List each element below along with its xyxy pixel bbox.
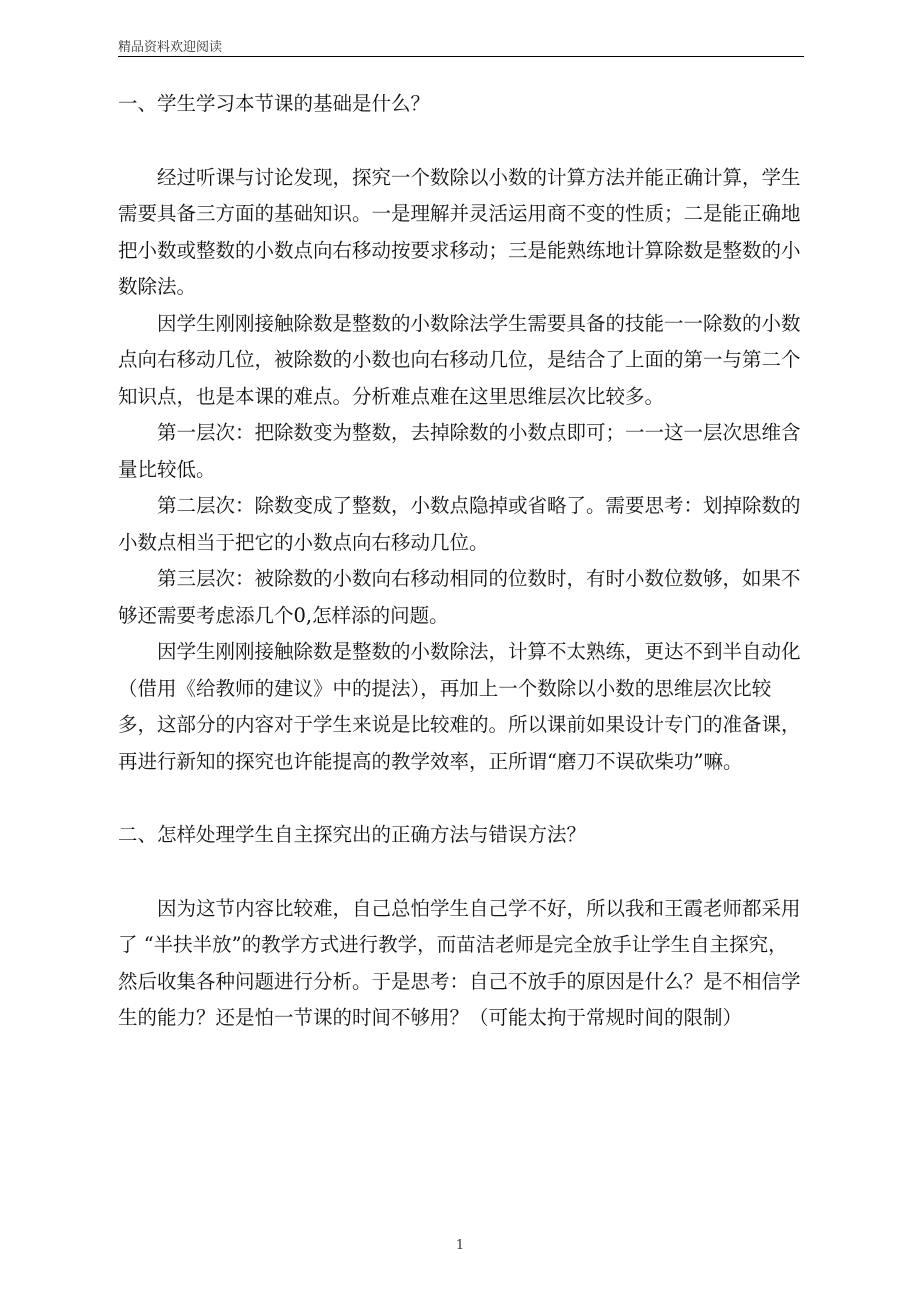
- paragraph: 经过听课与讨论发现，探究一个数除以小数的计算方法并能正确计算，学生需要具备三方面的基础知识。一是理解并灵活运用商不变的性质；二是能正确地把小数或整数的小数点向右移动按要求移动；三是能熟练地计算除数是整数的小数除法。: [118, 165, 801, 298]
- spacer: [118, 123, 804, 160]
- spacer: [118, 854, 804, 891]
- page-header: 精品资料欢迎阅读: [118, 40, 223, 55]
- document-body: [118, 86, 804, 1037]
- section-heading-1: 一、学生学习本节课的基础是什么？: [118, 92, 431, 115]
- paragraph: 第一层次：把除数变为整数，去掉除数的小数点即可；一一这一层次思维含量比较低。: [118, 421, 801, 481]
- paragraph: 第三层次：被除数的小数向右移动相同的位数时，有时小数位数够，如果不够还需要考虑添几个0,怎样添的问题。: [118, 567, 801, 627]
- paragraph: 第二层次：除数变成了整数，小数点隐掉或省略了。需要思考：划掉除数的小数点相当于把它的小数点向右移动几位。: [118, 494, 801, 554]
- paragraph: 因为这节内容比较难，自己总怕学生自己学不好，所以我和王霞老师都采用了 “半扶半放”的教学方式进行教学，而苗洁老师是完全放手让学生自主探究，然后收集各种问题进行分析。于是思考：自己不放手的原因是什么？是不相信学生的能力？还是怕一节课的时间不够用？（可能太拘于常规时间的限制）: [118, 896, 801, 1029]
- header-divider: [118, 56, 804, 57]
- paragraph: 因学生刚刚接触除数是整数的小数除法，计算不太熟练，更达不到半自动化（借用《给教师的建议》中的提法），再加上一个数除以小数的思维层次比较多，这部分的内容对于学生来说是比较难的。所以课前如果设计专门的准备课，再进行新知的探究也许能提高的教学效率，正所谓“磨刀不误砍柴功”嘛。: [118, 640, 801, 773]
- spacer: [118, 780, 804, 817]
- section-heading-2: 二、怎样处理学生自主探究出的正确方法与错误方法？: [118, 823, 587, 846]
- paragraph: 因学生刚刚接触除数是整数的小数除法学生需要具备的技能一一除数的小数点向右移动几位，被除数的小数也向右移动几位，是结合了上面的第一与第二个知识点，也是本课的难点。分析难点难在这里思维层次比较多。: [118, 311, 801, 408]
- page-number: 1: [455, 1238, 465, 1253]
